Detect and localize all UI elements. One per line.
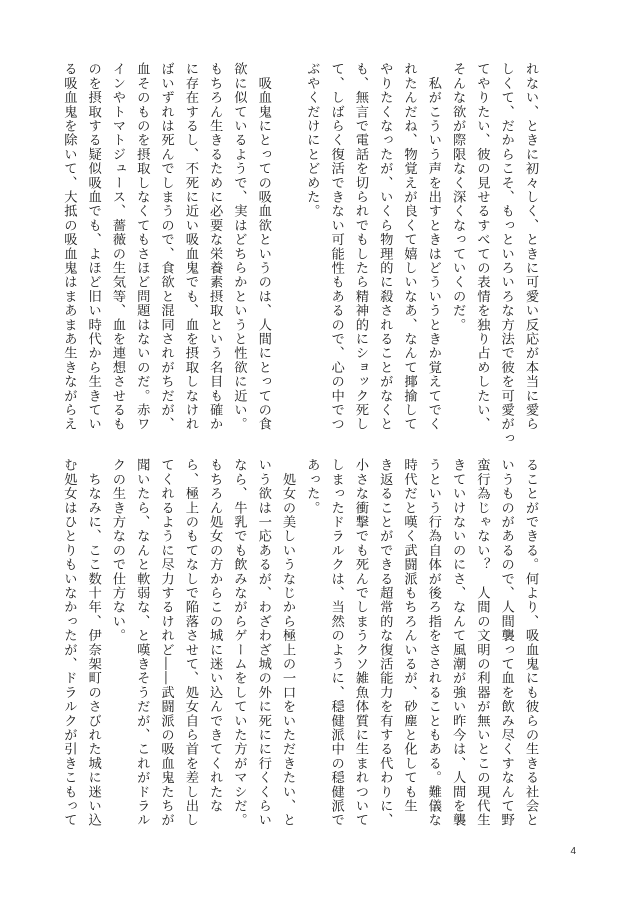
- text-line: クの生き方なので仕方ない。: [109, 458, 125, 643]
- text-line: れたんだね、物覚えが良くて嬉しいなあ、なんて揶揄して: [401, 62, 417, 432]
- text-line: ぶやくだけにとどめた。: [304, 62, 320, 219]
- text-block-upper: [61, 62, 542, 446]
- text-line: 処女の美しいうなじから極上の一口をいただきたい、と: [280, 458, 296, 828]
- text-block-lower: [61, 458, 542, 828]
- text-line: 小さな衝撃でも死んでしまうクソ雑魚体質に生まれついて: [352, 458, 368, 828]
- text-line: 聞いたら、なんと軟弱な、と嘆きそうだが、これがドラル: [134, 458, 150, 828]
- text-line: てやりたい、彼の見せるすべての表情を独り占めしたい、: [474, 62, 490, 432]
- text-line: インやトマトジュース、薔薇の生気等、血を連想させるも: [109, 62, 125, 432]
- text-line: そんな欲が際限なく深くなっていくのだ。: [450, 62, 466, 332]
- text-line: 蛮行為じゃない？ 人間の文明の利器が無いとこの現代生: [474, 458, 490, 828]
- text-line: しまったドラルクは、当然のように、穏健派中の穏健派で: [328, 458, 344, 828]
- text-line: もちろん生きるために必要な栄養素摂取という名目も確か: [207, 62, 223, 432]
- text-line: てくれるように尽力するけれど――武闘派の吸血鬼たちが: [158, 458, 174, 828]
- text-line: なら、牛乳でも飲みながらゲームをしていた方がマシだ。: [231, 458, 247, 828]
- text-line: 吸血鬼にとっての吸血欲というのは、人間にとっての食: [255, 62, 271, 432]
- text-line: ばいずれは死んでしまうので、食欲と混同されがちだが、: [158, 62, 174, 432]
- text-line: やりたくなったが、いくら物理的に殺されることがなくと: [377, 62, 393, 432]
- text-line: き返ることができる超常的な復活能力を有する代わりに、: [377, 458, 393, 828]
- text-line: れない、ときに初々しく、ときに可愛い反応が本当に愛ら: [523, 62, 538, 432]
- text-line: ちなみに、ここ数十年、伊奈架町のさびれた城に迷い込: [85, 458, 101, 828]
- text-line: 私がこういう声を出すときはどういうときか覚えてでく: [425, 62, 441, 432]
- page-number: 4: [570, 846, 576, 857]
- text-line: のを摂取する疑似吸血でも、よほど旧い時代から生きてい: [85, 62, 101, 432]
- text-line: もちろん処女の方からこの城に迷い込んできてくれたな: [207, 458, 223, 813]
- text-line: ることができる。何より、吸血鬼にも彼らの生きる社会と: [523, 458, 538, 828]
- text-line: うという行為自体が後ろ指をさされることもある。難儀な: [425, 458, 441, 828]
- text-line: きていけないのにさ、なんて風潮が強い昨今は、人間を襲: [450, 458, 466, 828]
- text-line: も、無言で電話を切られでもしたら精神的にショック死し: [352, 62, 368, 432]
- text-line: て、しばらく復活できない可能性もあるので、心の中でつ: [328, 62, 344, 432]
- text-line: 血そのものを摂取しなくてもさほど問題はないのだ。赤ワ: [134, 62, 150, 432]
- text-line: [275, 62, 299, 428]
- text-line: む処女はひとりもいなかったが、ドラルクが引きこもって: [61, 458, 77, 828]
- text-line: あった。: [304, 458, 320, 515]
- text-line: いう欲は一応あるが、わざわざ城の外に死にに行くくらい: [255, 458, 271, 828]
- text-line: 時代だと嘆く武闘派もちろんいるが、砂塵と化しても生: [401, 458, 417, 813]
- text-line: ら、極上のもてなしで陥落させて、処女自ら首を差し出し: [182, 458, 198, 828]
- text-line: しくて、だからこそ、もっといろいろな方法で彼を可愛がっ: [498, 62, 514, 446]
- text-line: 欲に似ているようで、実はどちらかというと性欲に近い。: [231, 62, 247, 432]
- text-line: いうものがあるので、人間襲って血を飲み尽くすなんて野: [498, 458, 514, 828]
- text-line: る吸血鬼を除いて、大抵の吸血鬼はまあまあ生きながらえ: [61, 62, 77, 432]
- text-line: に存在するし、不死に近い吸血鬼でも、血を摂取しなけれ: [182, 62, 198, 432]
